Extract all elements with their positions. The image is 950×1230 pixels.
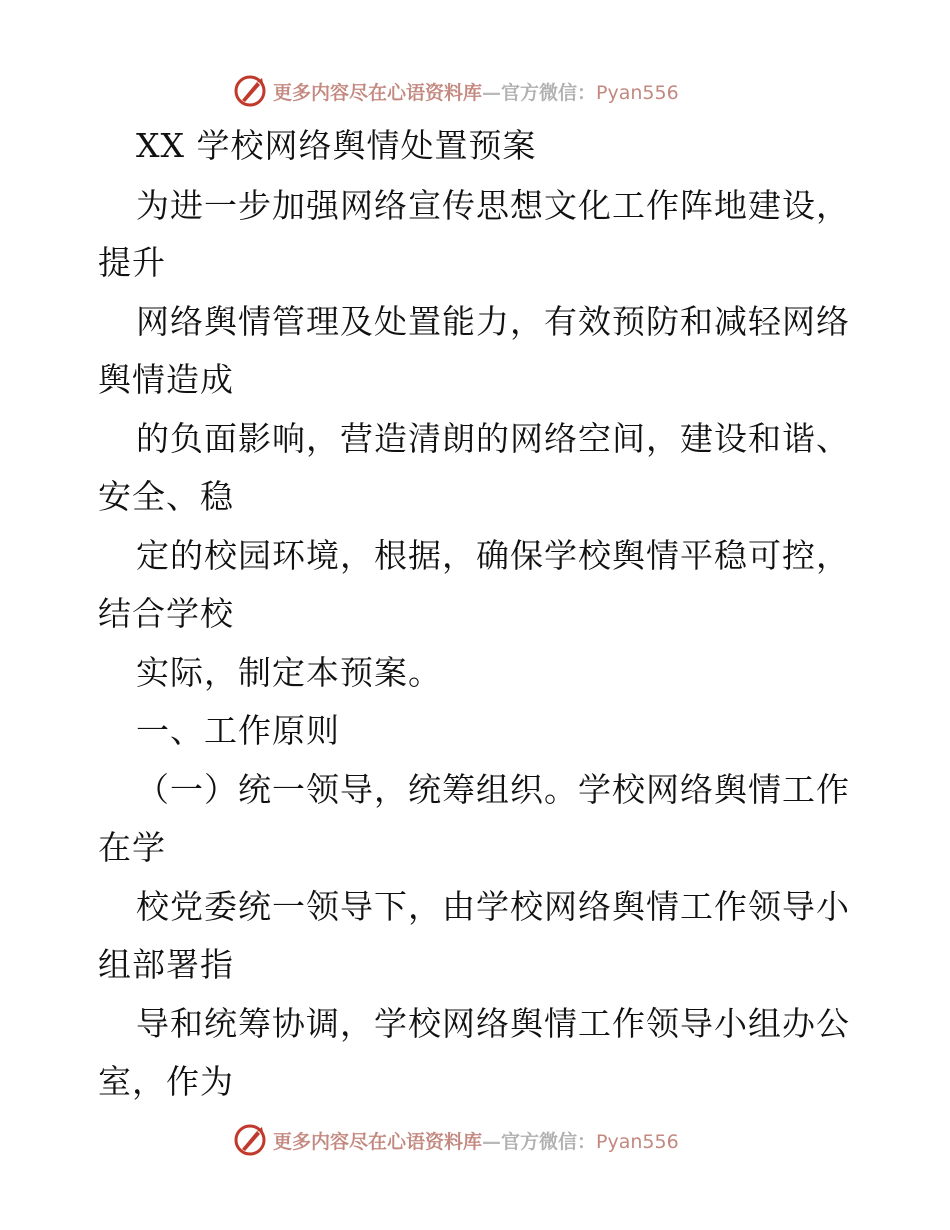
paragraph-line: 在学 — [98, 828, 166, 867]
paragraph-line: 定的校园环境，根据，确保学校舆情平稳可控， — [136, 536, 850, 575]
watermark-wechat-id: Pyan556 — [596, 81, 679, 104]
paragraph-line: 实际，制定本预案。 — [136, 653, 442, 692]
watermark-wechat-label: 官方微信： — [501, 1130, 597, 1153]
quill-logo-icon — [233, 1123, 267, 1157]
paragraph-line: 结合学校 — [98, 594, 234, 633]
watermark-wechat-id: Pyan556 — [596, 1130, 679, 1153]
watermark-wechat-label: 官方微信： — [501, 81, 597, 104]
watermark-dash: — — [482, 1130, 502, 1153]
watermark-library-text: 更多内容尽在心语资料库 — [273, 81, 483, 104]
paragraph-line: 为进一步加强网络宣传思想文化工作阵地建设， — [136, 186, 850, 225]
paragraph-line: 校党委统一领导下，由学校网络舆情工作领导小 — [136, 887, 850, 926]
paragraph-line: 网络舆情管理及处置能力，有效预防和减轻网络 — [136, 302, 850, 341]
subsection-line: （一）统一领导，统筹组织。学校网络舆情工作 — [136, 770, 850, 809]
section-heading: 一、工作原则 — [136, 711, 340, 750]
paragraph-line: 室，作为 — [98, 1062, 234, 1101]
footer-watermark-banner — [233, 1122, 679, 1158]
document-title: XX 学校网络舆情处置预案 — [136, 126, 537, 165]
paragraph-line: 导和统筹协调，学校网络舆情工作领导小组办公 — [136, 1004, 850, 1043]
paragraph-line: 舆情造成 — [98, 360, 234, 399]
paragraph-line: 安全、稳 — [98, 477, 234, 516]
watermark-text — [273, 1127, 679, 1154]
watermark-dash: — — [482, 81, 502, 104]
paragraph-line: 的负面影响，营造清朗的网络空间，建设和谐、 — [136, 419, 850, 458]
paragraph-line: 组部署指 — [98, 945, 234, 984]
watermark-library-text: 更多内容尽在心语资料库 — [273, 1130, 483, 1153]
paragraph-line: 提升 — [98, 243, 166, 282]
